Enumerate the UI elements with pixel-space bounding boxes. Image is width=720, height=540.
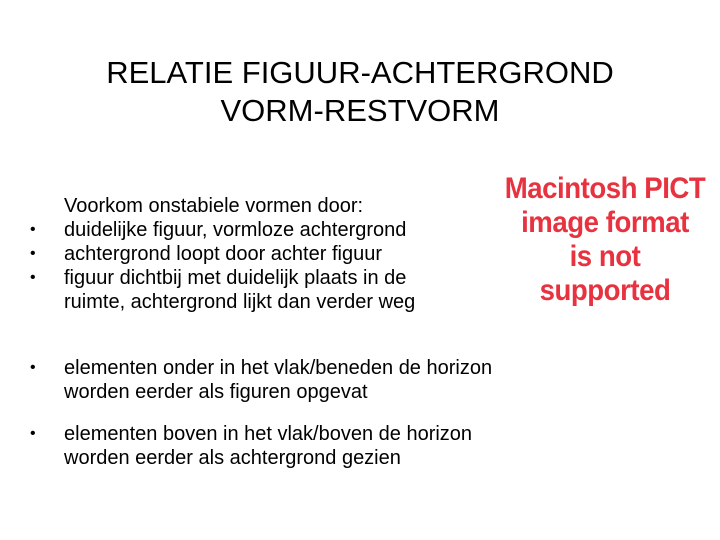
bullet-text-continued: ruimte, achtergrond lijkt dan verder weg xyxy=(64,291,416,313)
unsupported-image-placeholder xyxy=(501,172,709,308)
intro-text: Voorkom onstabiele vormen door: xyxy=(64,195,364,217)
bullet-dot: • xyxy=(30,245,36,262)
bullet-item-5 xyxy=(30,422,473,470)
placeholder-line-1: Macintosh PICT xyxy=(504,172,706,205)
bullet-text: figuur dichtbij met duidelijk plaats in de xyxy=(64,267,407,289)
bullet-dot: • xyxy=(30,359,36,376)
bullet-item-1 xyxy=(30,218,407,242)
bullet-dot: • xyxy=(30,269,36,286)
slide-title xyxy=(0,54,720,130)
title-line-2: VORM-RESTVORM xyxy=(220,93,500,128)
bullet-text: duidelijke figuur, vormloze achtergrond xyxy=(64,219,407,241)
bullet-text: elementen onder in het vlak/beneden de horizon xyxy=(64,357,493,379)
placeholder-line-3: is not supported xyxy=(539,240,671,307)
bullet-item-2 xyxy=(30,242,382,266)
bullet-text: elementen boven in het vlak/boven de horizon xyxy=(64,423,473,445)
bullet-text: achtergrond loopt door achter figuur xyxy=(64,243,382,265)
bullet-item-4 xyxy=(30,356,493,404)
placeholder-line-2: image format xyxy=(521,206,689,239)
bullet-text-continued: worden eerder als achtergrond gezien xyxy=(64,447,401,469)
bullet-dot: • xyxy=(30,425,36,442)
bullet-text-continued: worden eerder als figuren opgevat xyxy=(64,381,368,403)
bullet-item-3 xyxy=(30,266,416,314)
bullet-dot: • xyxy=(30,221,36,238)
title-line-1: RELATIE FIGUUR-ACHTERGROND xyxy=(106,55,614,90)
